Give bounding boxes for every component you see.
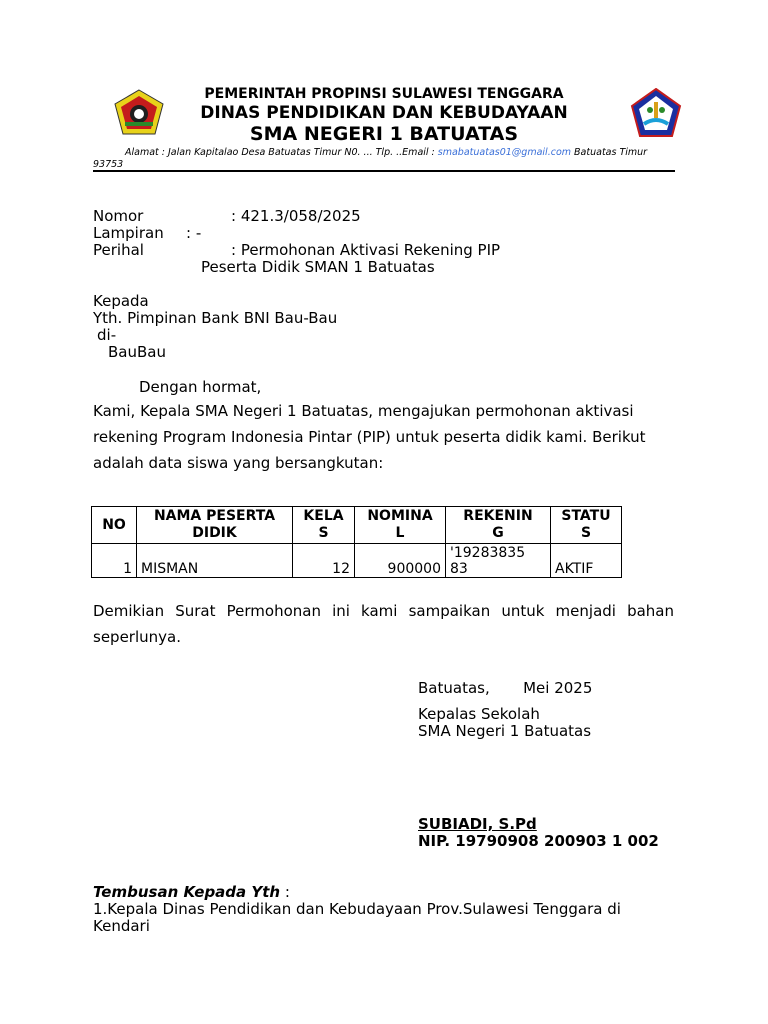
header-status: STATU S	[551, 507, 622, 544]
recipient-city: BauBau	[108, 343, 166, 361]
table-row	[92, 544, 622, 578]
body-paragraph: Kami, Kepala SMA Negeri 1 Batuatas, mengajukan permohonan aktivasi rekening Program Indonesia Pintar (PIP) untuk peserta didik kami. Berikut adalah data siswa yang bersangkutan:	[93, 402, 646, 472]
tembusan-heading: Tembusan Kepada Yth :	[93, 883, 290, 901]
letterhead-divider	[93, 170, 675, 172]
header-kelas: KELA S	[293, 507, 355, 544]
cell-nama: MISMAN	[137, 544, 293, 578]
tembusan-item: 1.Kepala Dinas Pendidikan dan Kebudayaan Prov.Sulawesi Tenggara di	[93, 900, 621, 918]
place-date: Batuatas, Mei 2025	[418, 679, 593, 697]
student-table	[91, 506, 622, 578]
nomor-value: : 421.3/058/2025	[231, 207, 361, 225]
signer-school: SMA Negeri 1 Batuatas	[418, 722, 592, 740]
cell-no: 1	[92, 544, 137, 578]
closing-paragraph-end: seperlunya.	[93, 628, 181, 646]
nomor-label: Nomor	[93, 207, 144, 225]
perihal-value-continued: Peserta Didik SMAN 1 Batuatas	[201, 258, 435, 276]
letterhead-government: PEMERINTAH PROPINSI SULAWESI TENGGARA	[204, 86, 564, 102]
signer-name: SUBIADI, S.Pd	[418, 815, 537, 833]
signer-title: Kepalas Sekolah	[418, 705, 540, 723]
cell-rekening: '19283835 83	[446, 544, 551, 578]
greeting: Dengan hormat,	[139, 378, 262, 396]
header-nominal: NOMINA L	[355, 507, 446, 544]
recipient-di: di-	[97, 326, 117, 344]
recipient-kepada: Kepada	[93, 292, 149, 310]
letterhead-school: SMA NEGERI 1 BATUATAS	[249, 123, 519, 145]
table-header-row	[92, 507, 622, 544]
signer-nip: NIP. 19790908 200903 1 002	[418, 832, 659, 850]
cell-kelas: 12	[293, 544, 355, 578]
tembusan-item-continued: Kendari	[93, 917, 150, 935]
lampiran-label: Lampiran	[93, 224, 164, 242]
lampiran-value: : -	[186, 224, 202, 242]
perihal-value: : Permohonan Aktivasi Rekening PIP	[231, 241, 501, 259]
header-nama: NAMA PESERTA DIDIK	[137, 507, 293, 544]
cell-nominal: 900000	[355, 544, 446, 578]
cell-status: AKTIF	[551, 544, 622, 578]
perihal-label: Perihal	[93, 241, 144, 259]
header-no: NO	[92, 507, 137, 544]
email-link[interactable]: smabatuatas01@gmail.com	[437, 147, 572, 158]
letterhead-address: Alamat : Jalan Kapitalao Desa Batuatas Timur N0. ... Tlp. ..Email : smabatuatas01@gmail.com Batuatas Timur 93753	[93, 147, 648, 170]
closing-paragraph: Demikian Surat Permohonan ini kami sampaikan untuk menjadi bahan	[93, 602, 674, 620]
header-rekening: REKENIN G	[446, 507, 551, 544]
recipient-name: Yth. Pimpinan Bank BNI Bau-Bau	[93, 309, 338, 327]
letterhead-department: DINAS PENDIDIKAN DAN KEBUDAYAAN	[200, 103, 568, 123]
